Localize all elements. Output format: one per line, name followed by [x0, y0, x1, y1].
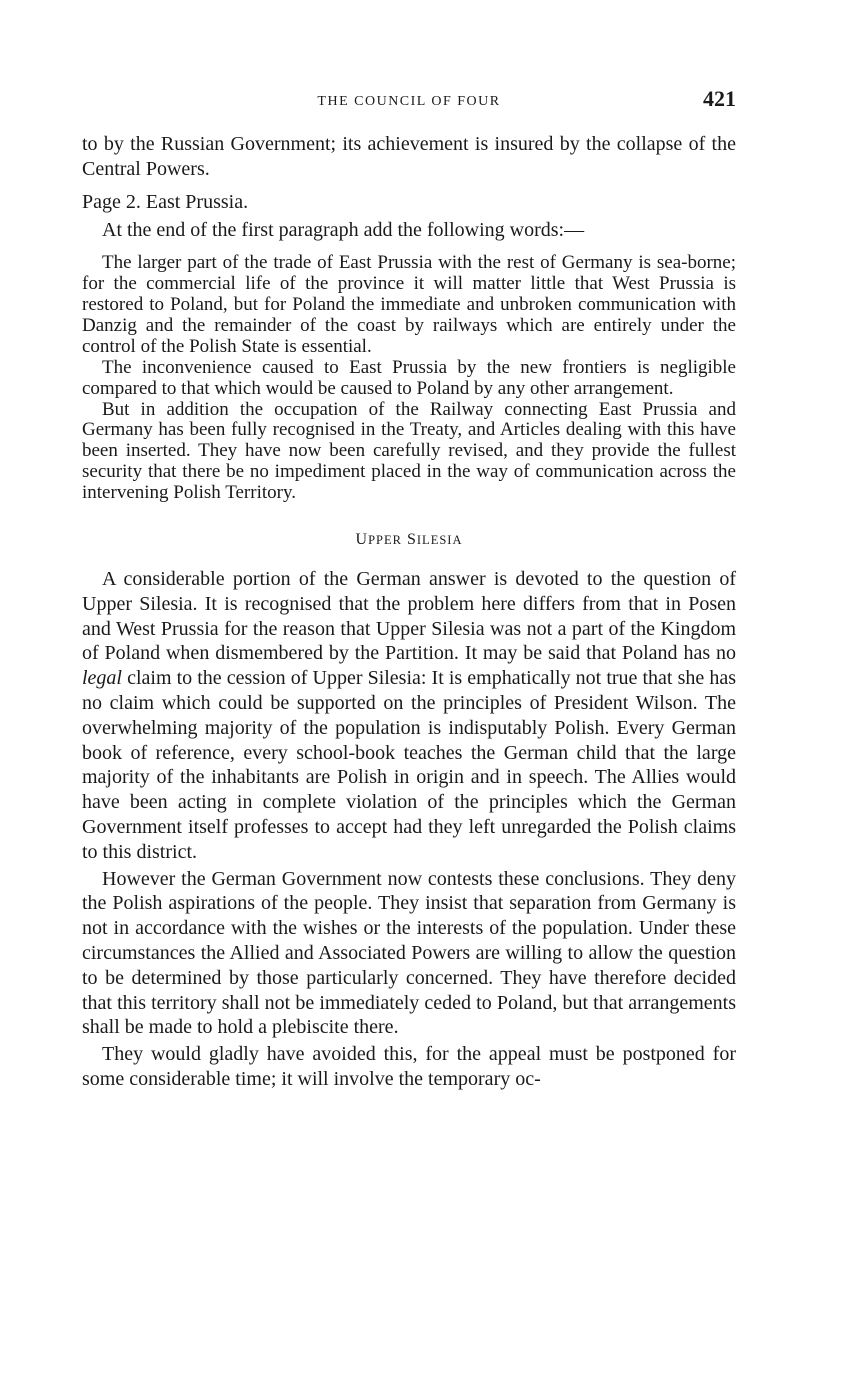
heading-initial-u: U [355, 531, 369, 549]
running-header [82, 86, 736, 116]
page-reference: Page 2. East Prussia. [82, 190, 249, 213]
instruction-paragraph: At the end of the first paragraph add the following words:— [102, 219, 585, 242]
section-heading [82, 531, 736, 549]
inserted-paragraph-railway: But in addition the occupation of the Railway connecting East Prussia and Germany has been fully recognised in the Treaty, and Articles dealing with this have been inserted. They have now been carefully revised, and they provide the fullest security that there be no impediment placed in the way of communication across the intervening Polish Territory. [82, 398, 736, 504]
continuation-paragraph: to by the Russian Government; its achievement is insured by the collapse of the Central Powers. [82, 133, 736, 180]
page-body [82, 132, 736, 1092]
silesia-p1-text-b: claim to the cession of Upper Silesia: It is emphatically not true that she has no claim which could be supported on the principles of President Wilson. The overwhelming majority of the population is indisputably Polish. Every German book of reference, every school-book teaches the German child that the large majority of the inhabitants are Polish in origin and in speech. The Allies would have been acting in complete violation of the principles which the German Government itself professes to accept had they left unregarded the Polish claims to this district. [82, 667, 736, 863]
page-number: 421 [703, 86, 736, 111]
running-title: THE COUNCIL OF FOUR [317, 94, 501, 109]
silesia-paragraph-1 [82, 567, 736, 865]
inserted-text-block [82, 253, 736, 504]
silesia-section [82, 567, 736, 1092]
heading-rest-ilesia: ILESIA [416, 533, 463, 548]
silesia-paragraph-3: They would gladly have avoided this, for the appeal must be postponed for some considerable time; it will involve the temporary oc- [82, 1043, 736, 1090]
inserted-paragraph-inconvenience: The inconvenience caused to East Prussia by the new frontiers is negligible compared to that which would be caused to Poland by any other arrangement. [82, 356, 736, 399]
silesia-paragraph-2: However the German Government now contests these conclusions. They deny the Polish aspirations of the people. They insist that separation from Germany is not in accordance with the wishes or the interests of the population. Under these circumstances the Allied and Associated Powers are willing to allow the question to be determined by those particularly concerned. They have therefore decided that this territory shall not be immediately ceded to Poland, but that arrangements shall be made to hold a plebiscite there. [82, 867, 736, 1039]
inserted-paragraph-trade: The larger part of the trade of East Prussia with the rest of Germany is sea-borne; for the commercial life of the province it will matter little that West Prussia is restored to Poland, but for Poland the immediate and unbroken communication with Danzig and the remainder of the coast by railways which are entirely under the control of the Polish State is essential. [82, 252, 736, 357]
silesia-p1-text-a: A considerable portion of the German answer is devoted to the question of Upper Silesia. It is recognised that the problem here differs from that in Posen and West Prussia for the reason that Upper Silesia was not a part of the Kingdom of Poland when dismembered by the Partition. It may be said that Poland has no [82, 568, 736, 665]
heading-rest-pper: PPER [368, 533, 402, 548]
heading-initial-s: S [406, 531, 417, 549]
italic-legal: legal [82, 667, 122, 690]
